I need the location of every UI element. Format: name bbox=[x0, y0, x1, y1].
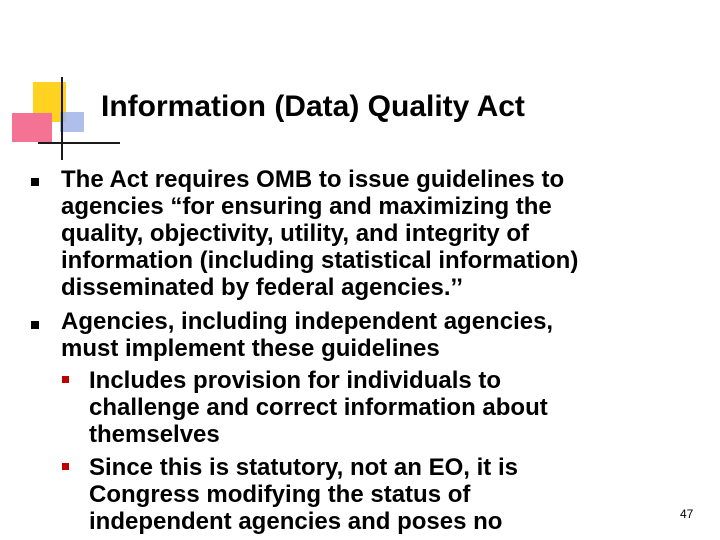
sub-bullet-1-line-2: challenge and correct information about bbox=[89, 394, 548, 421]
bullet-1-line-3: quality, objectivity, utility, and integrity of bbox=[61, 220, 530, 247]
sub-bullet-2-line-2: Congress modifying the status of bbox=[89, 481, 471, 508]
page-number: 47 bbox=[680, 507, 694, 521]
bullet-1-line-5: disseminated by federal agencies.’’ bbox=[61, 274, 463, 301]
sub-bullet-marker bbox=[62, 463, 69, 470]
bullet-1-line-1: The Act requires OMB to issue guidelines to bbox=[61, 166, 565, 193]
slide-title: Information (Data) Quality Act bbox=[101, 90, 525, 123]
bullet-2-line-2: must implement these guidelines bbox=[61, 335, 440, 362]
sub-bullet-marker bbox=[62, 376, 69, 383]
bullet-1-line-2: agencies “for ensuring and maximizing the bbox=[61, 193, 552, 220]
sub-bullet-1-line-3: themselves bbox=[89, 421, 220, 448]
bullet-marker bbox=[31, 321, 39, 329]
sub-bullet-2-line-3: independent agencies and poses no bbox=[89, 508, 503, 535]
bullet-2-line-1: Agencies, including independent agencies, bbox=[61, 308, 554, 335]
sub-bullet-1-line-1: Includes provision for individuals to bbox=[89, 367, 502, 394]
bullet-1-line-4: information (including statistical information) bbox=[61, 247, 579, 274]
sub-bullet-2-line-1: Since this is statutory, not an EO, it is bbox=[89, 454, 518, 481]
bullet-marker bbox=[31, 178, 39, 186]
